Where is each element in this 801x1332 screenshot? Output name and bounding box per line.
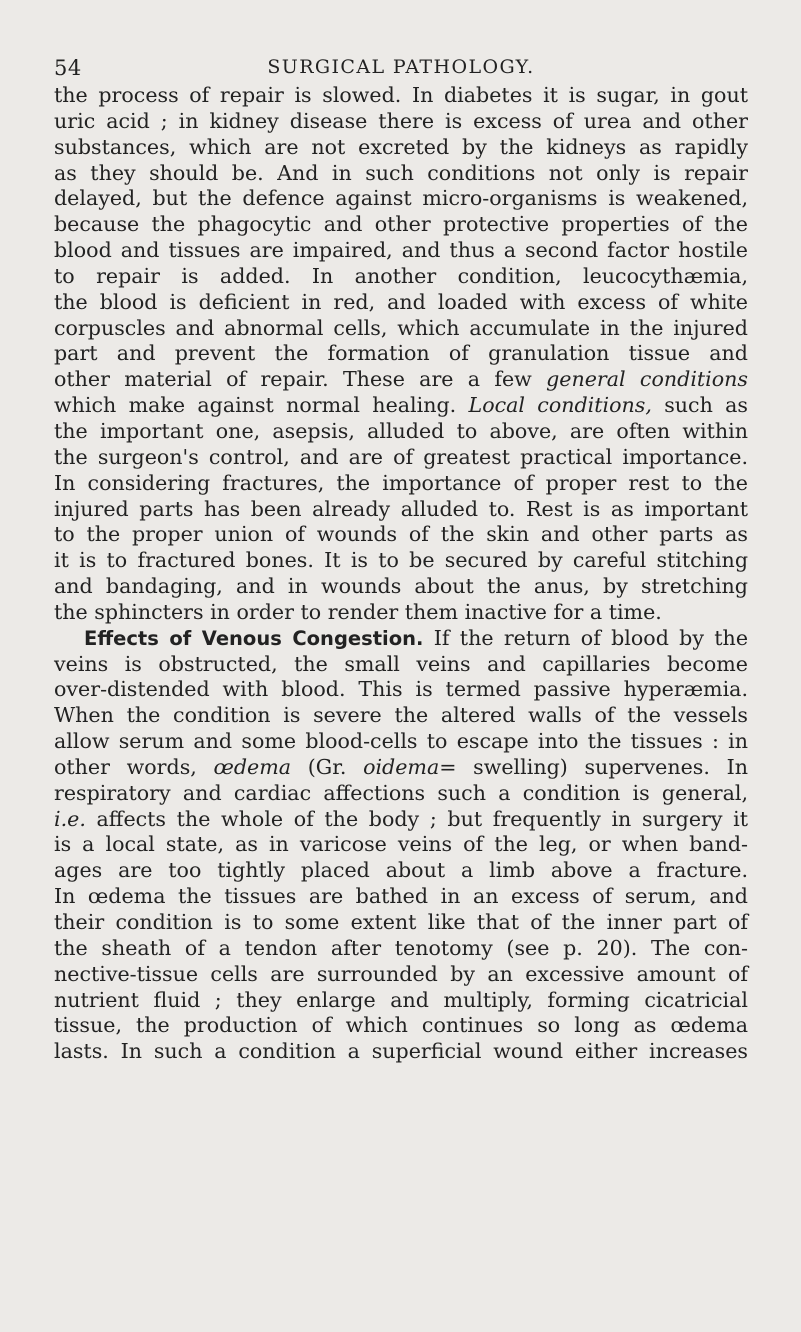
text-line: their condition is to some extent like that of the inner part of (54, 910, 748, 934)
text-segment: affects the whole of the body ; but frequently in surgery it (96, 806, 749, 831)
text-line: as they should be. And in such conditions not only is repair (54, 160, 748, 185)
text-line (54, 367, 748, 393)
text-line (54, 393, 748, 419)
text-line: veins is obstructed, the small veins and capillaries become (54, 651, 748, 676)
text-line: it is to fractured bones. It is to be secured by careful stitching (54, 548, 748, 573)
text-line (54, 626, 748, 652)
text-line: the process of repair is slowed. In diabetes it is sugar, in gout (54, 83, 748, 107)
running-head: SURGICAL PATHOLOGY. (267, 56, 535, 78)
text-line: the sphincters in order to render them inactive for a time. (54, 599, 662, 624)
text-line: the blood is deficient in red, and loaded with excess of white (54, 289, 748, 314)
text-line: blood and tissues are impaired, and thus a second factor hostile (54, 238, 748, 263)
text-segment: = swelling) supervenes. In (439, 754, 748, 779)
text-line: nective-tissue cells are surrounded by an excessive amount of (54, 961, 748, 986)
text-segment: other material of repair. These are a few (54, 367, 532, 392)
text-line: corpuscles and abnormal cells, which accumulate in the injured (54, 315, 748, 340)
text-line: the surgeon's control, and are of greatest practical importance. (54, 444, 748, 469)
text-line: the important one, asepsis, alluded to above, are often within (54, 418, 748, 443)
text-line: tissue, the production of which continues so long as œdema (54, 1013, 748, 1038)
page-number: 54 (54, 56, 82, 80)
emphasis-oidema: oidema (363, 754, 440, 779)
emphasis-general-conditions: general conditions (546, 367, 748, 392)
text-line: In considering fractures, the importance of proper rest to the (54, 470, 748, 495)
emphasis-local-conditions: Local conditions, (468, 393, 652, 418)
text-line: to the proper union of wounds of the skin and other parts as (54, 522, 748, 547)
text-line (54, 755, 748, 781)
emphasis-ie: i.e. (54, 806, 86, 831)
text-line: the sheath of a tendon after tenotomy (see p. 20). The con- (54, 935, 748, 960)
text-segment: such as (664, 393, 749, 418)
text-line: In œdema the tissues are bathed in an excess of serum, and (54, 884, 748, 909)
text-line: respiratory and cardiac affections such a condition is general, (54, 780, 748, 805)
text-line (54, 807, 748, 833)
text-segment: (Gr. (307, 754, 347, 779)
text-line: When the condition is severe the altered walls of the vessels (54, 703, 748, 728)
text-line: injured parts has been already alluded to. Rest is as important (54, 496, 748, 521)
text-line: over-distended with blood. This is termed passive hyperæmia. (54, 677, 748, 702)
text-line: and bandaging, and in wounds about the anus, by stretching (54, 574, 748, 599)
section-heading: Effects of Venous Congestion. (84, 626, 424, 650)
text-line: is a local state, as in varicose veins of the leg, or when band- (54, 832, 748, 857)
text-line: delayed, but the defence against micro-organisms is weakened, (54, 186, 748, 211)
text-line: ages are too tightly placed about a limb above a fracture. (54, 858, 748, 883)
text-line: part and prevent the formation of granulation tissue and (54, 341, 748, 366)
body-text (54, 83, 748, 1065)
text-segment: which make against normal healing. (54, 393, 457, 418)
text-line: uric acid ; in kidney disease there is excess of urea and other (54, 108, 748, 133)
text-line: because the phagocytic and other protective properties of the (54, 212, 748, 237)
text-line: substances, which are not excreted by the kidneys as rapidly (54, 134, 748, 159)
text-line: to repair is added. In another condition, leucocythæmia, (54, 263, 748, 288)
text-line: lasts. In such a condition a superficial wound either increases (54, 1039, 748, 1064)
text-line: allow serum and some blood-cells to escape into the tissues : in (54, 729, 748, 754)
text-line: nutrient fluid ; they enlarge and multiply, forming cicatricial (54, 987, 748, 1012)
emphasis-oedema: œdema (213, 754, 292, 779)
text-segment: other words, (54, 754, 197, 779)
text-segment: If the return of blood by the (433, 625, 749, 650)
